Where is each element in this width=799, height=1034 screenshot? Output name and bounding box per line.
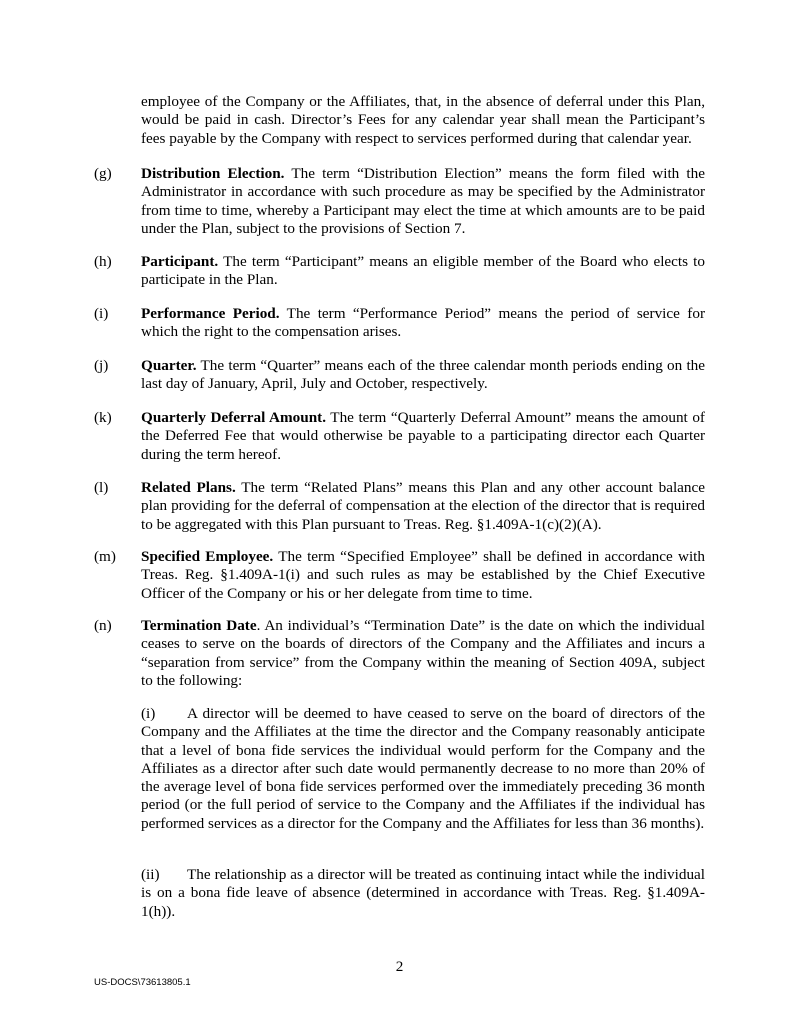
- definition-term: Termination Date: [141, 617, 257, 634]
- definition-letter: (j): [94, 357, 109, 374]
- subitem-ii: [141, 866, 705, 921]
- subitem-text: A director will be deemed to have ceased to serve on the board of directors of the Company and the Affiliates at the time the director and the Company reasonably anticipate that a level of bona fide services the individual would perform for the Company and the Affiliates as a director after such date would permanently decrease to no more than 20% of the average level of bona fide services performed over the immediately preceding 36 month period (or the full period of service to the Company and the Affiliates if the individual has performed services as a director for the Company and the Affiliates for less than 36 months).: [141, 705, 705, 832]
- definition-term: Participant.: [141, 253, 219, 270]
- definition-body: [141, 165, 705, 238]
- definition-body: [141, 305, 705, 342]
- definition-body: [141, 357, 705, 394]
- subitem-number: (ii): [141, 866, 160, 883]
- subitem-number: (i): [141, 705, 156, 722]
- definition-letter: (m): [94, 548, 116, 565]
- definition-text: The term “Specified Employee” shall be defined in accordance with Treas. Reg. §1.409A-1(i) and such rules as may be established by the Chief Executive Officer of the Company or his or her delegate from time to time.: [141, 548, 705, 602]
- document-id-footer: US-DOCS\73613805.1: [94, 977, 191, 988]
- definition-letter: (l): [94, 479, 109, 496]
- definition-term: Quarter.: [141, 357, 197, 374]
- definition-letter: (g): [94, 165, 112, 182]
- definition-term: Distribution Election.: [141, 165, 285, 182]
- definition-term: Related Plans.: [141, 479, 236, 496]
- definition-text: The term “Participant” means an eligible member of the Board who elects to participate in the Plan.: [141, 253, 705, 289]
- definition-body: [141, 253, 705, 290]
- definition-body: [141, 409, 705, 464]
- intro-paragraph: employee of the Company or the Affiliates, that, in the absence of deferral under this Plan, would be paid in cash. Director’s Fees for any calendar year shall mean the Participant’s fees payable by the Company with respect to services performed during that calendar year.: [141, 93, 705, 147]
- definition-letter: (i): [94, 305, 109, 322]
- subitem-i: [141, 705, 705, 833]
- subitem-text: The relationship as a director will be treated as continuing intact while the individual is on a bona fide leave of absence (determined in accordance with Treas. Reg. §1.409A-1(h)).: [141, 866, 705, 920]
- definition-text: The term “Distribution Election” means the form filed with the Administrator in accordance with such procedure as may be specified by the Administrator from time to time, whereby a Participant may elect the time at which amounts are to be paid under the Plan, subject to the provisions of Section 7.: [141, 165, 705, 237]
- definition-letter: (h): [94, 253, 112, 270]
- definition-text: The term “Quarterly Deferral Amount” means the amount of the Deferred Fee that would otherwise be payable to a participating director each Quarter during the term hereof.: [141, 409, 705, 463]
- definition-body: [141, 479, 705, 534]
- definition-term: Performance Period.: [141, 305, 280, 322]
- definition-term: Quarterly Deferral Amount.: [141, 409, 326, 426]
- page-number: 2: [395, 958, 404, 975]
- definition-body: [141, 617, 705, 690]
- definition-term: Specified Employee.: [141, 548, 274, 565]
- definition-text: . An individual’s “Termination Date” is the date on which the individual ceases to serve on the boards of directors of the Company and the Affiliates and incurs a “separation from service” from the Company within the meaning of Section 409A, subject to the following:: [141, 617, 705, 689]
- definition-text: The term “Quarter” means each of the three calendar month periods ending on the last day of January, April, July and October, respectively.: [141, 357, 705, 393]
- definition-letter: (k): [94, 409, 112, 426]
- definition-body: [141, 548, 705, 603]
- definition-letter: (n): [94, 617, 112, 634]
- definition-text: The term “Performance Period” means the period of service for which the right to the compensation arises.: [141, 305, 705, 341]
- definition-text: The term “Related Plans” means this Plan and any other account balance plan providing for the deferral of compensation at the election of the director that is required to be aggregated with this Plan pursuant to Treas. Reg. §1.409A-1(c)(2)(A).: [141, 479, 705, 533]
